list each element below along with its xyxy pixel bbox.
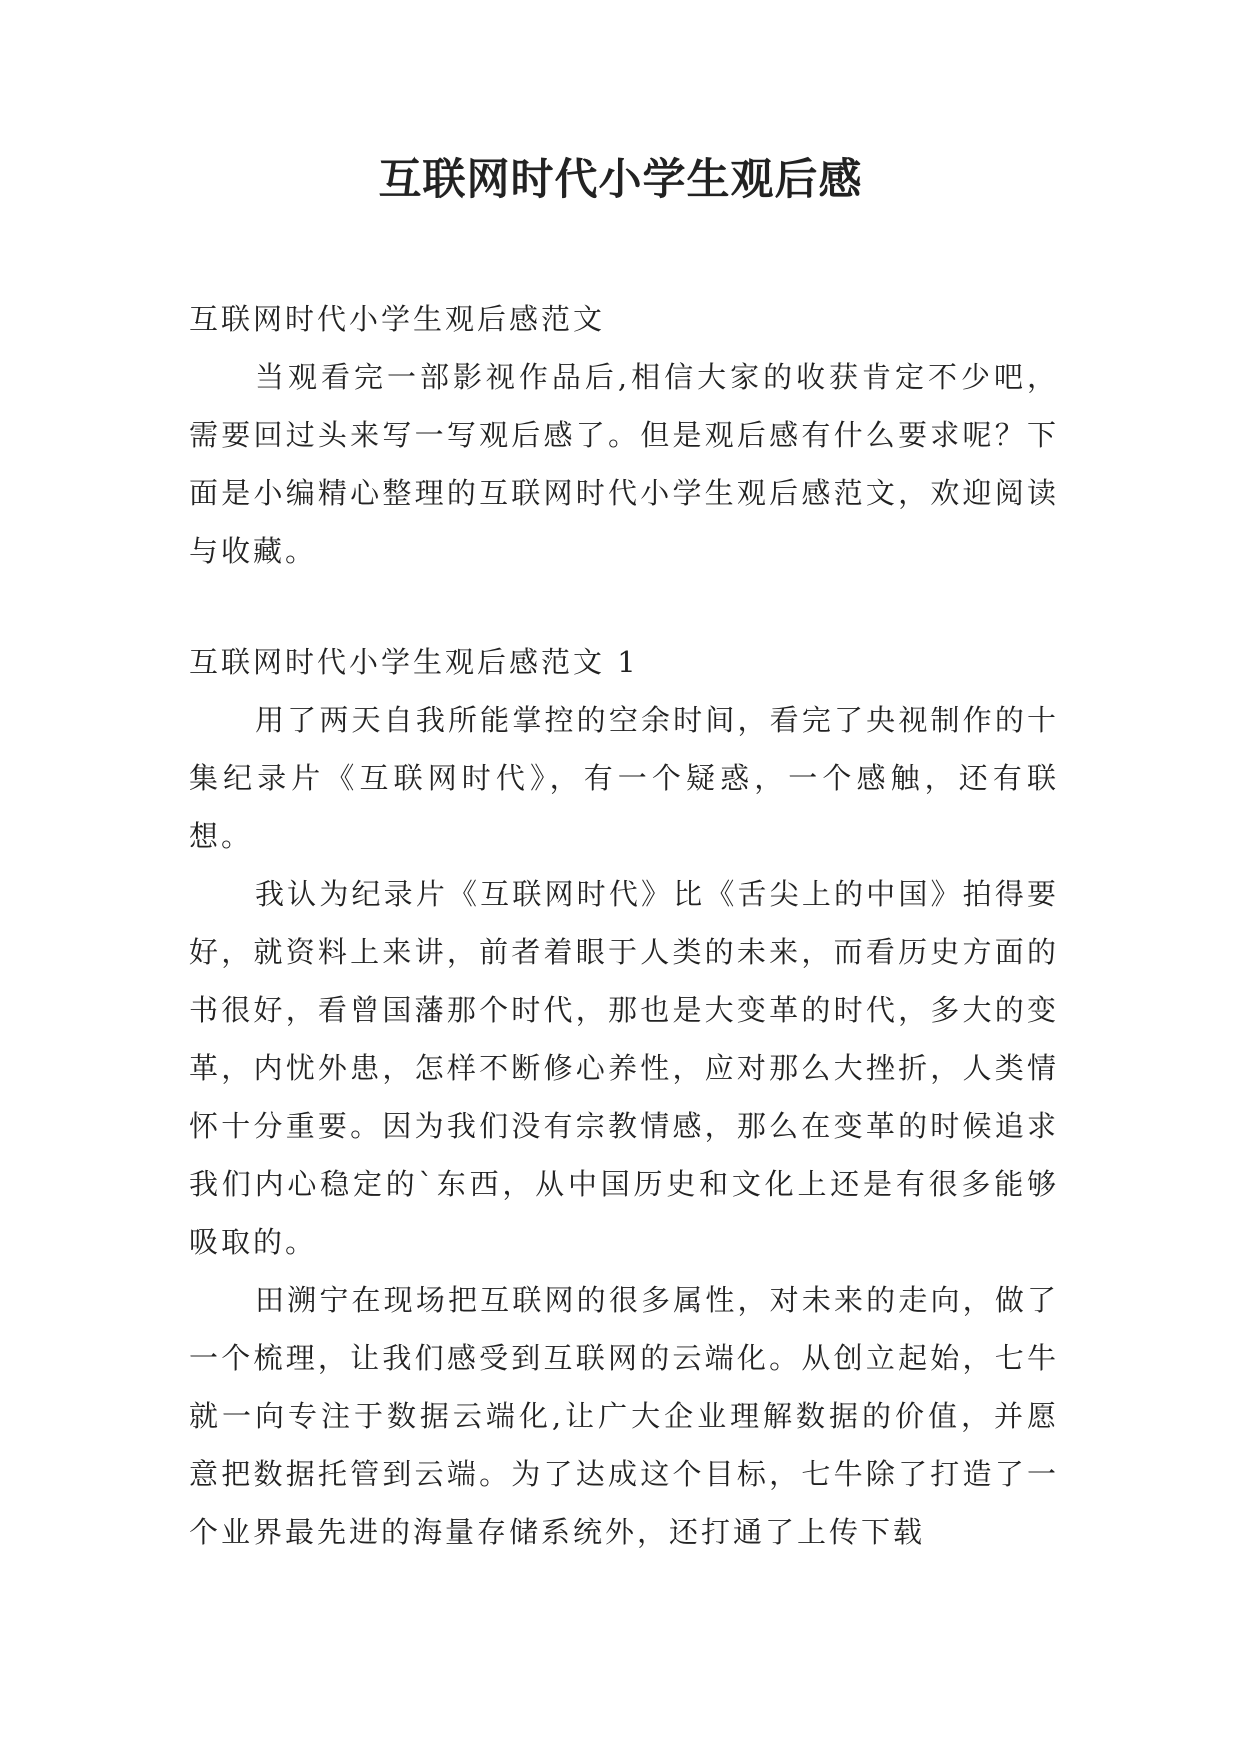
intro-paragraph: 当观看完一部影视作品后,相信大家的收获肯定不少吧，需要回过头来写一写观后感了。但是观后感有什么要求呢？下面是小编精心整理的互联网时代小学生观后感范文，欢迎阅读与收藏。 [189, 360, 1059, 568]
intro-section [189, 290, 1059, 580]
essay-paragraph: 我认为纪录片《互联网时代》比《舌尖上的中国》拍得要好，就资料上来讲，前者着眼于人类的未来，而看历史方面的书很好，看曾国藩那个时代，那也是大变革的时代，多大的变革，内忧外患，怎样不断修心养性，应对那么大挫折，人类情怀十分重要。因为我们没有宗教情感，那么在变革的时候追求我们内心稳定的`东西，从中国历史和文化上还是有很多能够吸取的。 [189, 877, 1059, 1259]
essay-section [189, 633, 1059, 1561]
essay-paragraph: 田溯宁在现场把互联网的很多属性，对未来的走向，做了一个梳理，让我们感受到互联网的云端化。从创立起始，七牛就一向专注于数据云端化,让广大企业理解数据的价值，并愿意把数据托管到云端。为了达成这个目标，七牛除了打造了一个业界最先进的海量存储系统外，还打通了上传下载 [189, 1283, 1059, 1549]
essay-heading: 互联网时代小学生观后感范文 1 [189, 645, 639, 679]
intro-heading: 互联网时代小学生观后感范文 [189, 302, 606, 336]
document-title: 互联网时代小学生观后感 [378, 155, 863, 205]
essay-paragraph: 用了两天自我所能掌控的空余时间，看完了央视制作的十集纪录片《互联网时代》，有一个疑惑，一个感触，还有联想。 [189, 703, 1059, 853]
